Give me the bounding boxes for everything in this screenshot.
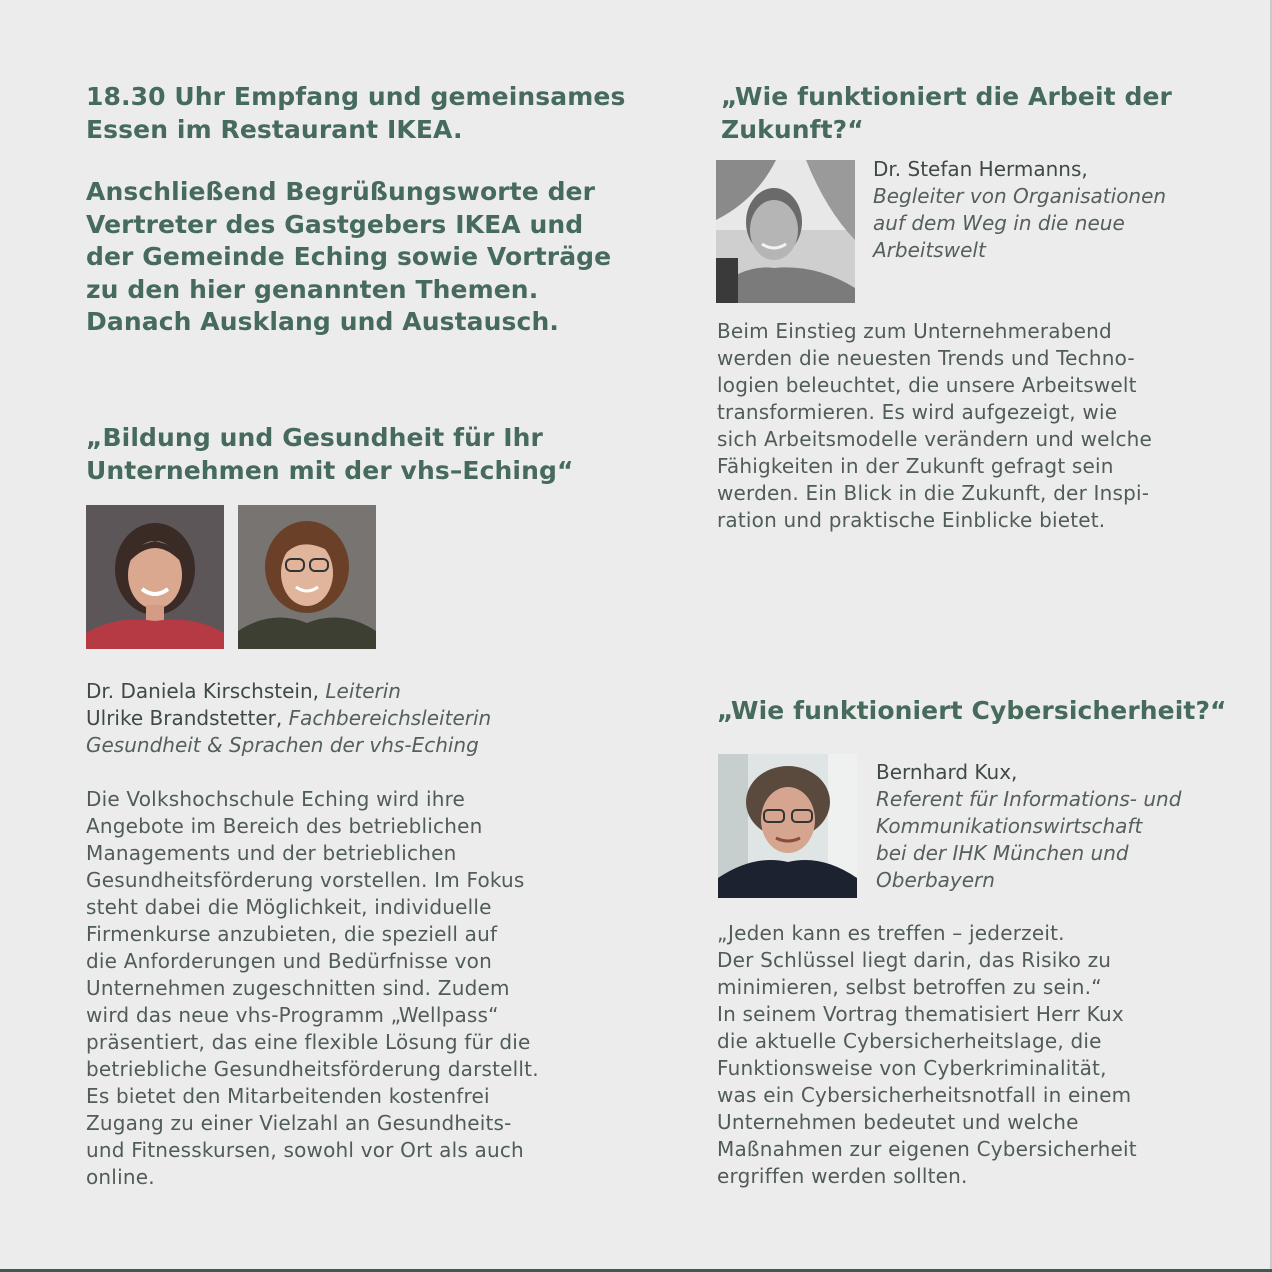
intro-block	[86, 80, 626, 146]
speaker-role-ulrike-cont: Gesundheit & Sprachen der vhs-Eching	[86, 733, 479, 757]
speaker-block-hermanns	[873, 156, 1233, 264]
body-vhs: Die Volkshochschule Eching wird ihre Angebote im Bereich des betrieblichen Managements und der betrieblichen Gesundheitsförderung vorstellen. Im Fokus steht dabei die Möglichkeit, individuelle Firmenkurse anzubieten, die speziell auf die Anforderungen und Bedürfnisse von Unternehmen zugeschnitten sind. Zudem wird das neue vhs-Programm „Wellpass“ präsentiert, das eine flexible Lösung für die betriebliche Gesundheitsförderung darstellt. Es bietet den Mitarbeitenden kostenfrei Zugang zu einer Vielzahl an Gesundheits- und Fitnesskursen, sowohl vor Ort als auch online.	[86, 787, 539, 1189]
speaker-role-ulrike: Fachbereichsleiterin	[288, 706, 492, 730]
photo-ulrike-brandstetter	[238, 505, 376, 649]
speaker-role-kux: Referent für Informations- und Kommunikationswirtschaft bei der IHK München und Oberbayern	[876, 787, 1182, 892]
intro-heading-line2: Essen im Restaurant IKEA.	[86, 115, 463, 144]
speaker-name-kux: Bernhard Kux,	[876, 760, 1018, 784]
photo-daniela-kirschstein	[86, 505, 224, 649]
speaker-line-1	[86, 678, 646, 705]
speaker-block-kux	[876, 759, 1256, 894]
speaker-role-hermanns: Begleiter von Organisationen auf dem Weg in die neue Arbeitswelt	[873, 184, 1167, 262]
speaker-name-daniela: Dr. Daniela Kirschstein,	[86, 679, 320, 703]
speaker-line-2	[86, 705, 646, 732]
speaker-role-daniela: Leiterin	[325, 679, 401, 703]
section-title-arbeit: „Wie funktioniert die Arbeit der Zukunft?“	[721, 82, 1172, 144]
section-title-vhs: „Bildung und Gesundheit für Ihr Unternehmen mit der vhs–Eching“	[86, 423, 574, 485]
photo-stefan-hermanns	[716, 160, 855, 303]
section-title-cyber: „Wie funktioniert Cybersicherheit?“	[717, 696, 1227, 725]
speakers-vhs	[86, 678, 646, 759]
welcome-text: Anschließend Begrüßungsworte der Vertreter des Gastgebers IKEA und der Gemeinde Eching sowie Vorträge zu den hier genannten Themen. Danach Ausklang und Austausch.	[86, 177, 612, 336]
photo-bernhard-kux	[718, 754, 857, 898]
body-arbeit: Beim Einstieg zum Unternehmerabend werden die neuesten Trends und Techno- logien beleuchtet, die unsere Arbeitswelt transformieren. Es wird aufgezeigt, wie sich Arbeitsmodelle verändern und welche Fähigkeiten in der Zukunft gefragt sein werden. Ein Blick in die Zukunft, der Inspi- ration und praktische Einblicke bietet.	[717, 319, 1153, 532]
intro-heading-line1: 18.30 Uhr Empfang und gemeinsames	[86, 82, 626, 111]
body-cyber: „Jeden kann es treffen – jederzeit. Der Schlüssel liegt darin, das Risiko zu minimieren, selbst betroffen zu sein.“ In seinem Vortrag thematisiert Herr Kux die aktuelle Cybersicherheitslage, die Funktionsweise von Cyberkriminalität, was ein Cybersicherheitsnotfall in einem Unternehmen bedeutet und welche Maßnahmen zur eigenen Cybersicherheit ergriffen werden sollten.	[717, 921, 1137, 1188]
speaker-name-ulrike: Ulrike Brandstetter,	[86, 706, 283, 730]
speaker-name-hermanns: Dr. Stefan Hermanns,	[873, 157, 1088, 181]
